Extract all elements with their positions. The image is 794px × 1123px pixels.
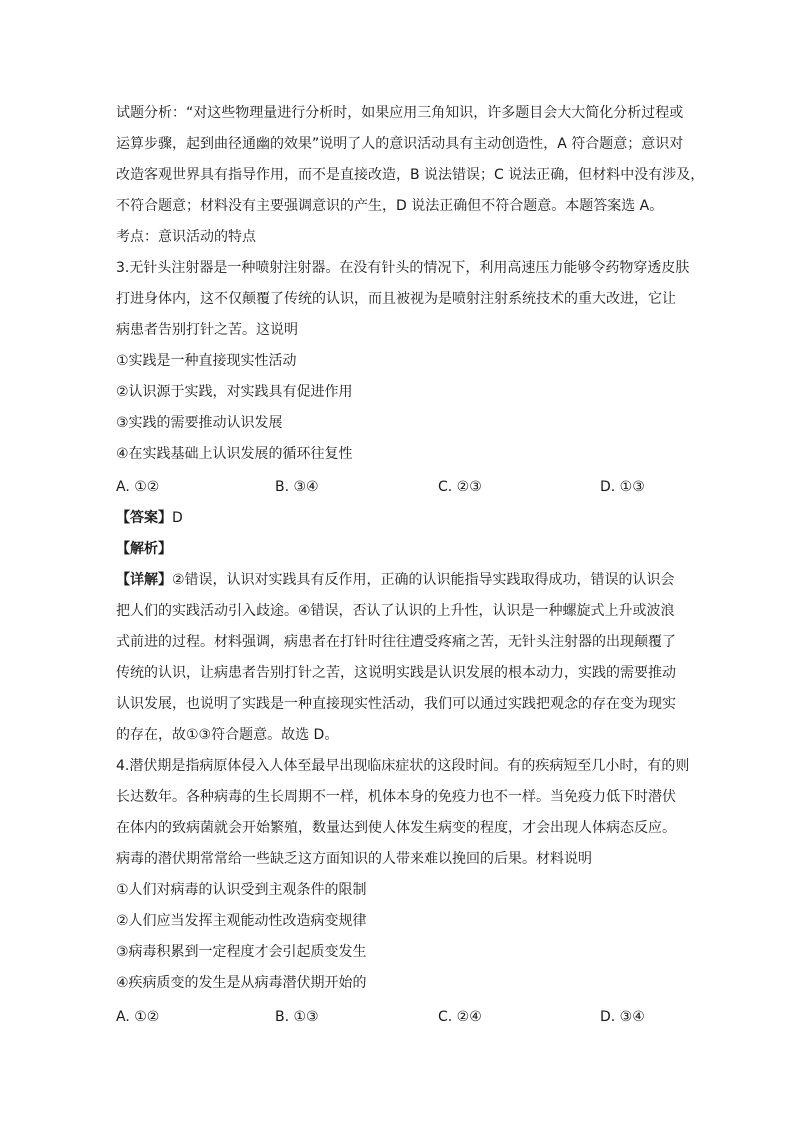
analysis-line-2: 运算步骤，起到曲径通幽的效果”说明了人的意识活动具有主动创造性，A 符合题意；意识对 bbox=[116, 136, 684, 152]
question-4-option-a: A. ①② bbox=[116, 1009, 160, 1025]
detail-line-1 bbox=[116, 570, 675, 590]
question-3-stem-2: 打进身体内，这不仅颠覆了传统的认识，而且被视为是喷射注射系统技术的重大改进，它让 bbox=[116, 291, 676, 307]
question-3-option-c: C. ②③ bbox=[438, 479, 482, 495]
question-3-option-b: B. ③④ bbox=[275, 479, 319, 495]
detail-line-3: 式前进的过程。材料强调，病患者在打针时往往遭受疼痛之苦，无针头注射器的出现颠覆了 bbox=[116, 634, 676, 650]
question-3-statement-4: ④在实践基础上认识发展的循环往复性 bbox=[116, 446, 353, 462]
question-4-option-d: D. ③④ bbox=[600, 1009, 645, 1025]
answer-value: D bbox=[172, 510, 183, 526]
question-3-option-d: D. ①③ bbox=[600, 479, 645, 495]
detail-text-1: ②错误，认识对实践具有反作用，正确的认识能指导实践取得成功，错误的认识会 bbox=[172, 572, 675, 588]
question-4-option-b: B. ①③ bbox=[275, 1009, 319, 1025]
detail-line-5: 认识发展，也说明了实践是一种直接现实性活动，我们可以通过实践把观念的存在变为现实 bbox=[116, 696, 676, 712]
analysis-line-1: 试题分析：“对这些物理量进行分析时，如果应用三角知识，许多题目会大大简化分析过程或 bbox=[116, 105, 684, 121]
question-4-statement-2: ②人们应当发挥主观能动性改造病变规律 bbox=[116, 913, 367, 929]
question-3-stem-3: 病患者告别打针之苦。这说明 bbox=[116, 322, 298, 338]
analysis-line-3: 改造客观世界具有指导作用，而不是直接改造，B 说法错误；C 说法正确，但材料中没有涉及， bbox=[116, 167, 705, 183]
key-point-line: 考点：意识活动的特点 bbox=[116, 229, 256, 245]
answer-line bbox=[116, 508, 183, 528]
question-4-statement-4: ④疾病质变的发生是从病毒潜伏期开始的 bbox=[116, 975, 367, 991]
question-3-stem-1: 3.无针头注射器是一种喷射注射器。在没有针头的情况下，利用高速压力能够令药物穿透皮肤 bbox=[116, 260, 690, 276]
detail-line-2: 把人们的实践活动引入歧途。④错误，否认了认识的上升性，认识是一种螺旋式上升或波浪 bbox=[116, 603, 675, 619]
question-3-option-a: A. ①② bbox=[116, 479, 160, 495]
question-4-stem-3: 在体内的致病菌就会开始繁殖，数量达到使人体发生病变的程度，才会出现人体病态反应。 bbox=[116, 820, 676, 836]
analysis-line-4: 不符合题意；材料没有主要强调意识的产生，D 说法正确但不符合题意。本题答案选 A。 bbox=[116, 198, 664, 214]
question-3-statement-1: ①实践是一种直接现实性活动 bbox=[116, 353, 297, 369]
answer-tag: 【答案】 bbox=[116, 510, 172, 526]
question-4-stem-1: 4.潜伏期是指病原体侵入人体至最早出现临床症状的这段时间。有的疾病短至几小时，有的则 bbox=[116, 758, 690, 774]
question-4-statement-3: ③病毒积累到一定程度才会引起质变发生 bbox=[116, 944, 367, 960]
detail-line-6: 的存在，故①③符合题意。故选 D。 bbox=[116, 727, 339, 743]
analysis-tag: 【解析】 bbox=[116, 541, 172, 557]
question-4-statement-1: ①人们对病毒的认识受到主观条件的限制 bbox=[116, 882, 367, 898]
question-4-stem-2: 长达数年。各种病毒的生长周期不一样，机体本身的免疫力也不一样。当免疫力低下时潜伏 bbox=[116, 789, 676, 805]
detail-line-4: 传统的认识，让病患者告别打针之苦，这说明实践是认识发展的根本动力，实践的需要推动 bbox=[116, 665, 676, 681]
question-4-option-c: C. ②④ bbox=[438, 1009, 482, 1025]
question-3-statement-2: ②认识源于实践，对实践具有促进作用 bbox=[116, 384, 353, 400]
question-3-statement-3: ③实践的需要推动认识发展 bbox=[116, 415, 283, 431]
detail-tag: 【详解】 bbox=[116, 572, 172, 588]
question-4-stem-4: 病毒的潜伏期常常给一些缺乏这方面知识的人带来难以挽回的后果。材料说明 bbox=[116, 851, 592, 867]
